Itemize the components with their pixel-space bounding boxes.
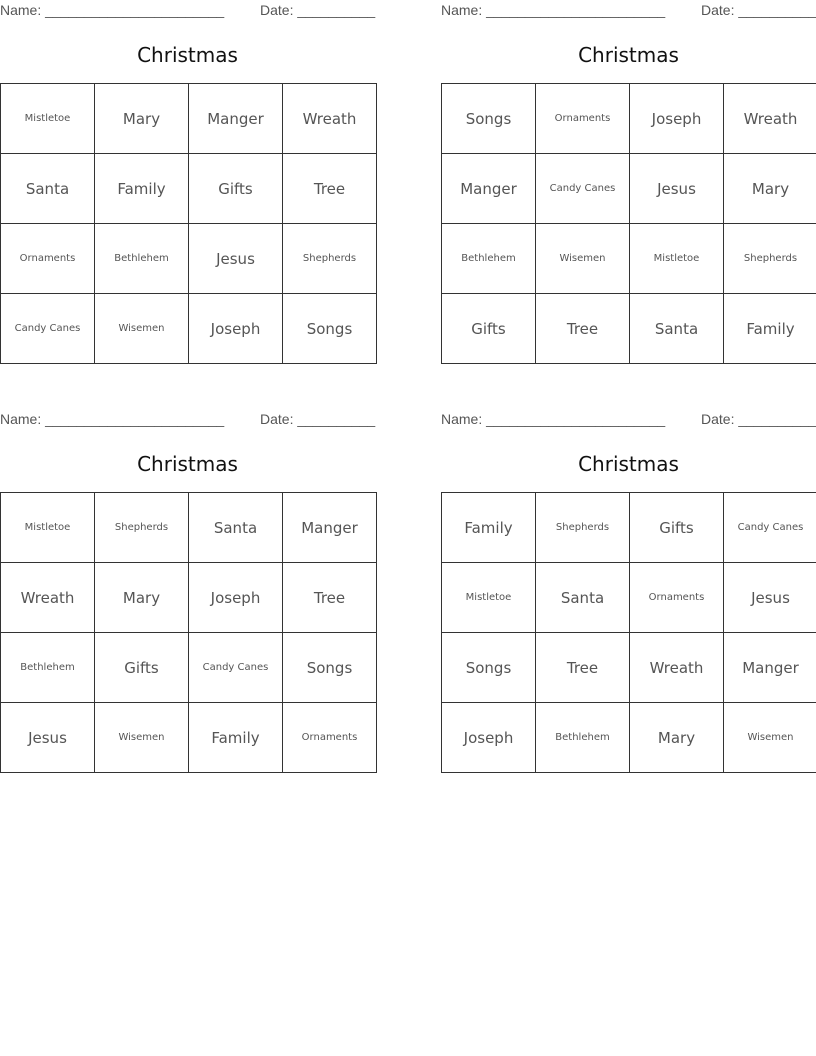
card-title: Christmas bbox=[137, 452, 238, 476]
bingo-cell: Family bbox=[95, 154, 189, 224]
bingo-cell: Songs bbox=[442, 84, 536, 154]
bingo-cell: Joseph bbox=[189, 294, 283, 364]
bingo-grid bbox=[0, 83, 377, 364]
bingo-cell: Tree bbox=[283, 563, 377, 633]
bingo-cell: Ornaments bbox=[1, 224, 95, 294]
bingo-cell: Family bbox=[724, 294, 816, 364]
card-title: Christmas bbox=[578, 43, 679, 67]
bingo-cell: Mary bbox=[95, 563, 189, 633]
bingo-cell: Candy Canes bbox=[536, 154, 630, 224]
grid-row bbox=[442, 154, 816, 224]
bingo-cell: Songs bbox=[283, 633, 377, 703]
grid-row bbox=[442, 224, 816, 294]
bingo-cell: Santa bbox=[1, 154, 95, 224]
bingo-grid bbox=[441, 492, 816, 773]
name-field-label: Name: _______________________ bbox=[441, 411, 666, 427]
grid-row bbox=[1, 224, 377, 294]
bingo-cell: Joseph bbox=[442, 703, 536, 773]
grid-row bbox=[1, 563, 377, 633]
bingo-cell: Jesus bbox=[630, 154, 724, 224]
grid-row bbox=[1, 703, 377, 773]
bingo-cell: Jesus bbox=[189, 224, 283, 294]
bingo-cell: Mary bbox=[630, 703, 724, 773]
bingo-cell: Gifts bbox=[95, 633, 189, 703]
card-header bbox=[0, 0, 375, 20]
bingo-cell: Songs bbox=[283, 294, 377, 364]
bingo-grid bbox=[441, 83, 816, 364]
bingo-cell: Candy Canes bbox=[1, 294, 95, 364]
bingo-cell: Wreath bbox=[724, 84, 816, 154]
bingo-cell: Santa bbox=[630, 294, 724, 364]
bingo-cell: Mary bbox=[95, 84, 189, 154]
grid-row bbox=[442, 633, 816, 703]
date-field-label: Date: __________ bbox=[701, 2, 816, 18]
bingo-cell: Wisemen bbox=[724, 703, 816, 773]
bingo-cell: Wreath bbox=[1, 563, 95, 633]
bingo-cell: Mistletoe bbox=[442, 563, 536, 633]
bingo-cell: Joseph bbox=[630, 84, 724, 154]
bingo-cell: Santa bbox=[189, 493, 283, 563]
grid-row bbox=[1, 84, 377, 154]
bingo-cell: Candy Canes bbox=[189, 633, 283, 703]
bingo-cell: Shepherds bbox=[536, 493, 630, 563]
bingo-cell: Bethlehem bbox=[1, 633, 95, 703]
grid-row bbox=[1, 154, 377, 224]
date-field-label: Date: __________ bbox=[260, 411, 376, 427]
bingo-cell: Tree bbox=[536, 294, 630, 364]
bingo-cell: Manger bbox=[442, 154, 536, 224]
bingo-cell: Gifts bbox=[630, 493, 724, 563]
bingo-cell: Bethlehem bbox=[95, 224, 189, 294]
bingo-cell: Family bbox=[442, 493, 536, 563]
grid-row bbox=[1, 493, 377, 563]
name-field-label: Name: _______________________ bbox=[0, 2, 225, 18]
bingo-cell: Mistletoe bbox=[1, 84, 95, 154]
card-title: Christmas bbox=[578, 452, 679, 476]
bingo-cell: Wisemen bbox=[95, 294, 189, 364]
bingo-cell: Ornaments bbox=[536, 84, 630, 154]
bingo-cell: Wreath bbox=[283, 84, 377, 154]
bingo-cell: Joseph bbox=[189, 563, 283, 633]
bingo-cell: Tree bbox=[283, 154, 377, 224]
grid-row bbox=[442, 84, 816, 154]
card-title: Christmas bbox=[137, 43, 238, 67]
bingo-card-3 bbox=[0, 409, 375, 774]
bingo-card-2 bbox=[441, 0, 816, 365]
bingo-cell: Manger bbox=[189, 84, 283, 154]
bingo-cell: Songs bbox=[442, 633, 536, 703]
card-header bbox=[441, 409, 816, 429]
bingo-cell: Bethlehem bbox=[442, 224, 536, 294]
bingo-cell: Gifts bbox=[442, 294, 536, 364]
bingo-cell: Shepherds bbox=[95, 493, 189, 563]
bingo-card-4 bbox=[441, 409, 816, 774]
bingo-cell: Wisemen bbox=[95, 703, 189, 773]
bingo-cell: Wreath bbox=[630, 633, 724, 703]
bingo-cell: Ornaments bbox=[283, 703, 377, 773]
bingo-cell: Candy Canes bbox=[724, 493, 816, 563]
grid-row bbox=[1, 633, 377, 703]
bingo-cell: Jesus bbox=[724, 563, 816, 633]
bingo-cell: Jesus bbox=[1, 703, 95, 773]
bingo-cell: Tree bbox=[536, 633, 630, 703]
grid-row bbox=[442, 703, 816, 773]
bingo-cell: Manger bbox=[724, 633, 816, 703]
bingo-cell: Manger bbox=[283, 493, 377, 563]
bingo-cell: Shepherds bbox=[724, 224, 816, 294]
bingo-cell: Santa bbox=[536, 563, 630, 633]
bingo-cell: Gifts bbox=[189, 154, 283, 224]
grid-row bbox=[1, 294, 377, 364]
name-field-label: Name: _______________________ bbox=[0, 411, 225, 427]
bingo-cell: Mistletoe bbox=[1, 493, 95, 563]
card-header bbox=[441, 0, 816, 20]
grid-row bbox=[442, 493, 816, 563]
date-field-label: Date: __________ bbox=[260, 2, 376, 18]
bingo-grid bbox=[0, 492, 377, 773]
bingo-cell: Wisemen bbox=[536, 224, 630, 294]
name-field-label: Name: _______________________ bbox=[441, 2, 666, 18]
date-field-label: Date: __________ bbox=[701, 411, 816, 427]
bingo-cell: Mary bbox=[724, 154, 816, 224]
grid-row bbox=[442, 294, 816, 364]
bingo-cell: Mistletoe bbox=[630, 224, 724, 294]
bingo-cell: Shepherds bbox=[283, 224, 377, 294]
bingo-cell: Ornaments bbox=[630, 563, 724, 633]
bingo-cell: Bethlehem bbox=[536, 703, 630, 773]
grid-row bbox=[442, 563, 816, 633]
card-header bbox=[0, 409, 375, 429]
bingo-cell: Family bbox=[189, 703, 283, 773]
bingo-card-1 bbox=[0, 0, 375, 365]
